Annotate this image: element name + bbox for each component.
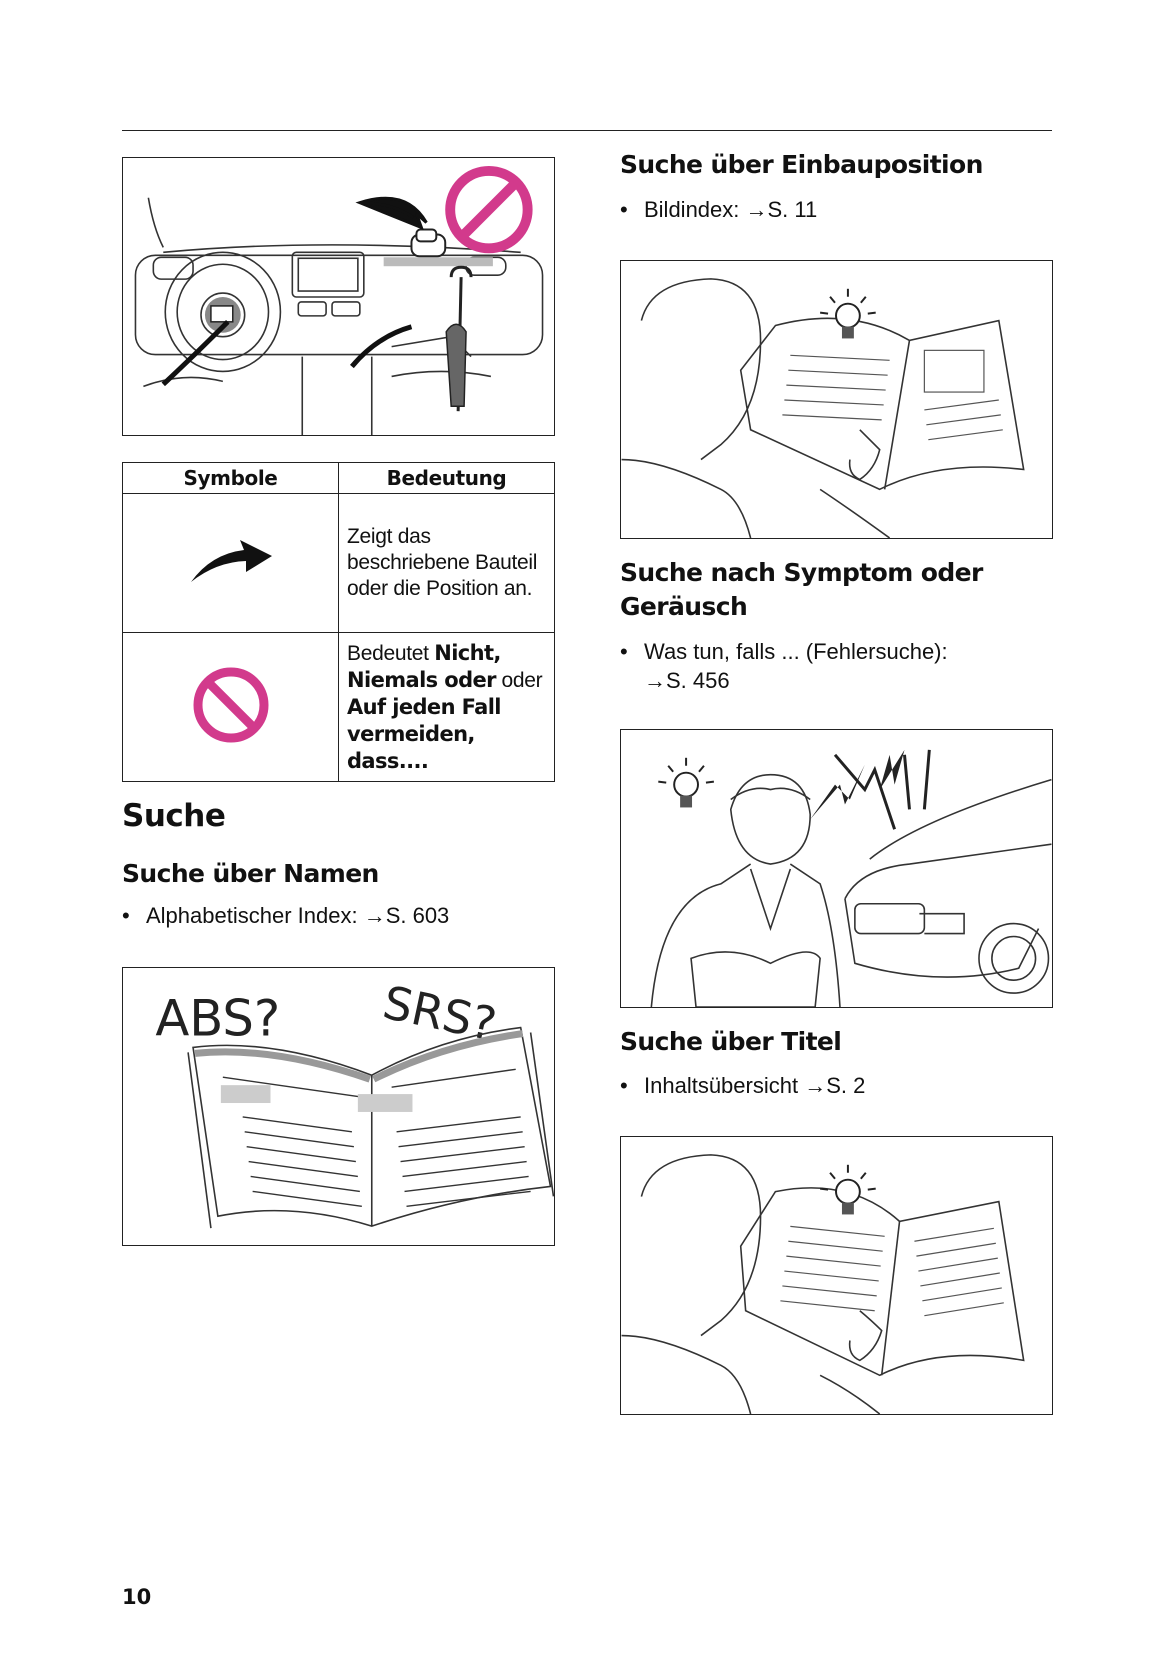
table-row — [123, 633, 555, 782]
table-header-row — [123, 463, 555, 494]
top-rule — [122, 130, 1052, 131]
symbol-cell — [123, 494, 339, 633]
pointer-arrow-icon — [186, 536, 276, 586]
reader-drawing-2 — [621, 1137, 1052, 1414]
dashboard-illustration — [122, 157, 555, 436]
reading-manual-illustration — [620, 260, 1053, 539]
bullet-text: Bildindex: →S. 11 — [644, 197, 818, 222]
bullet-search-by-name — [122, 901, 555, 930]
lightbulb-icon — [820, 289, 876, 339]
srs-label: SRS? — [378, 975, 501, 1052]
heading-search-by-title: Suche über Titel — [620, 1027, 842, 1056]
page-number: 10 — [122, 1585, 152, 1609]
bullet-search-by-symptom — [620, 637, 980, 695]
symbol-cell — [123, 633, 339, 782]
bullet-dot: • — [620, 639, 628, 664]
symbols-table — [122, 462, 555, 782]
man-car-drawing — [621, 730, 1052, 1007]
prohibit-meaning — [339, 633, 555, 782]
bullet-dot: • — [620, 197, 628, 222]
prohibit-text-1: Bedeutet — [347, 641, 435, 665]
header-symbols: Symbole — [123, 463, 339, 494]
bullet-search-by-position — [620, 195, 1050, 224]
reader-drawing — [621, 261, 1052, 538]
heading-search-by-position: Suche über Einbauposition — [620, 150, 983, 179]
lightbulb-icon — [658, 758, 714, 808]
prohibit-bold-2: Auf jeden Fall vermeiden, dass.... — [347, 694, 501, 773]
table-row — [123, 494, 555, 633]
prohibited-icon — [191, 665, 271, 745]
section-title: Suche — [122, 798, 226, 834]
bullet-dot: • — [122, 903, 130, 928]
bullet-dot: • — [620, 1073, 628, 1098]
bullet-text: Was tun, falls ... (Fehlersuche): →S. 456 — [644, 639, 948, 693]
heading-search-by-symptom-line2: Geräusch — [620, 592, 748, 621]
abs-label: ABS? — [155, 989, 281, 1048]
arrow-meaning: Zeigt das beschriebene Bauteil oder die Position an. — [339, 494, 555, 633]
book-drawing — [123, 968, 554, 1245]
bullet-text: Inhaltsübersicht →S. 2 — [644, 1073, 866, 1098]
dashboard-drawing — [123, 158, 554, 435]
abs-srs-book-illustration — [122, 967, 555, 1246]
bullet-search-by-title — [620, 1071, 1050, 1100]
bullet-text: Alphabetischer Index: →S. 603 — [146, 903, 450, 928]
heading-search-by-symptom-line1: Suche nach Symptom oder — [620, 558, 983, 587]
prohibit-text-2: oder — [495, 668, 543, 692]
table-of-contents-illustration — [620, 1136, 1053, 1415]
header-meaning: Bedeutung — [339, 463, 555, 494]
heading-search-by-name: Suche über Namen — [122, 859, 379, 888]
prohibit-bold-1: Nicht, Niemals oder — [347, 640, 501, 692]
symptom-noise-illustration — [620, 729, 1053, 1008]
